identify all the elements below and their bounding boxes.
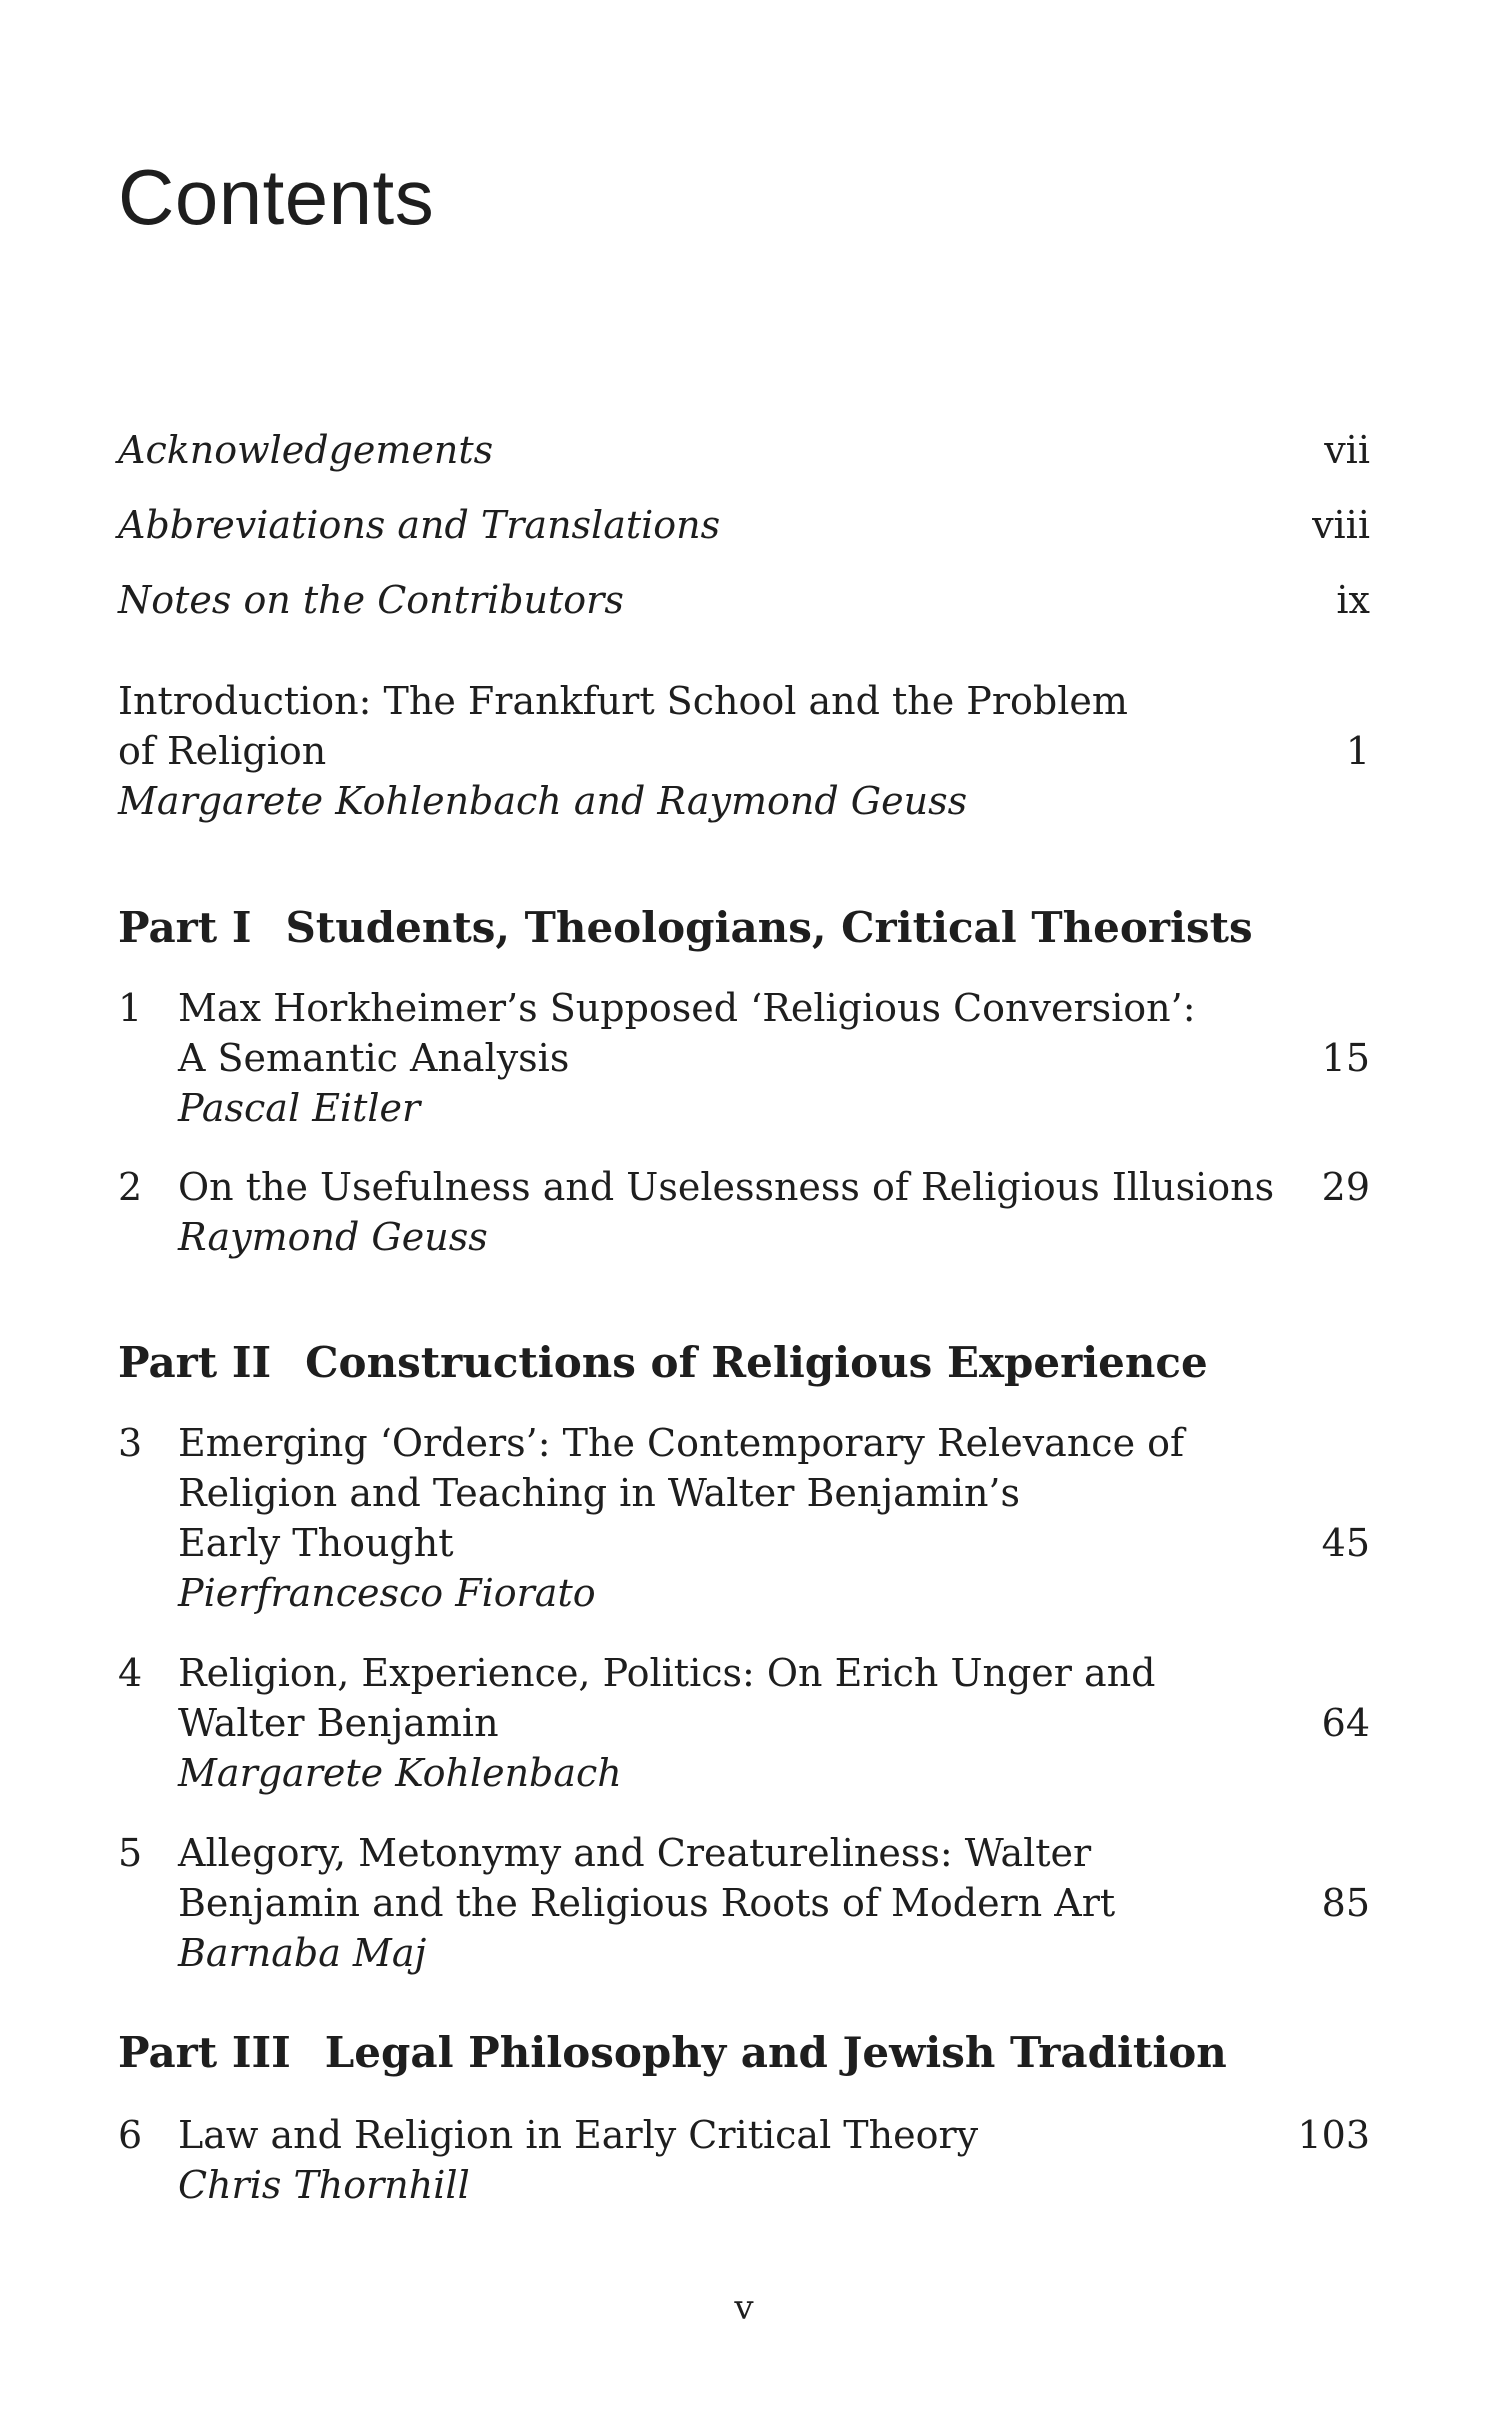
entry-title: Abbreviations and Translations (118, 503, 721, 547)
chapter-number: 4 (118, 1651, 143, 1695)
entry-page-number: 15 (1321, 1036, 1370, 1080)
entry-title: Acknowledgements (118, 428, 494, 472)
part-heading-3 (118, 2028, 1227, 2078)
part-label: Part III (118, 2028, 291, 2077)
chapter-number: 1 (118, 986, 143, 1030)
toc-entry-chapter-1[interactable] (118, 983, 1370, 1133)
part-title: Constructions of Religious Experience (305, 1338, 1208, 1387)
entry-page-number: 45 (1321, 1521, 1370, 1565)
entry-page-number: 64 (1321, 1701, 1370, 1745)
entry-page-number: 85 (1321, 1881, 1370, 1925)
entry-title-line: Walter Benjamin (178, 1701, 499, 1745)
entry-title-line: Max Horkheimer’s Supposed ‘Religious Conversion’: (178, 986, 1196, 1030)
entry-author: Raymond Geuss (178, 1215, 488, 1259)
page-folio: v (734, 2288, 754, 2328)
toc-entry-chapter-3[interactable] (118, 1418, 1370, 1618)
toc-entry-introduction[interactable] (118, 676, 1370, 826)
entry-title-line: of Religion (118, 729, 327, 773)
entry-title-line: Early Thought (178, 1521, 454, 1565)
part-title: Students, Theologians, Critical Theorists (285, 903, 1253, 952)
entry-author: Pierfrancesco Fiorato (178, 1571, 596, 1615)
entry-author: Pascal Eitler (178, 1086, 421, 1130)
part-title: Legal Philosophy and Jewish Tradition (324, 2028, 1227, 2077)
toc-entry-chapter-2[interactable] (118, 1162, 1370, 1262)
part-label: Part I (118, 903, 252, 952)
entry-title-line: Benjamin and the Religious Roots of Modern Art (178, 1881, 1116, 1925)
chapter-number: 6 (118, 2113, 143, 2157)
toc-entry-chapter-4[interactable] (118, 1648, 1370, 1798)
entry-title-line: Religion, Experience, Politics: On Erich Unger and (178, 1651, 1156, 1695)
part-heading-2 (118, 1338, 1208, 1388)
entry-page-number: ix (1336, 578, 1370, 622)
toc-entry-abbreviations[interactable] (118, 500, 1370, 550)
entry-title-line: Emerging ‘Orders’: The Contemporary Relevance of (178, 1421, 1185, 1465)
entry-title: Notes on the Contributors (118, 578, 624, 622)
entry-author: Chris Thornhill (178, 2163, 470, 2207)
chapter-number: 3 (118, 1421, 143, 1465)
entry-title-line: On the Usefulness and Uselessness of Religious Illusions (178, 1165, 1275, 1209)
entry-author: Margarete Kohlenbach and Raymond Geuss (118, 779, 968, 823)
entry-page-number: 103 (1297, 2113, 1370, 2157)
entry-title-line: Allegory, Metonymy and Creatureliness: Walter (178, 1831, 1092, 1875)
entry-author: Margarete Kohlenbach (178, 1751, 622, 1795)
toc-entry-chapter-6[interactable] (118, 2110, 1370, 2210)
page-title: Contents (118, 153, 435, 241)
toc-entry-contributors[interactable] (118, 575, 1370, 625)
chapter-number: 2 (118, 1165, 143, 1209)
entry-title-line: Law and Religion in Early Critical Theory (178, 2113, 979, 2157)
entry-author: Barnaba Maj (178, 1931, 427, 1975)
entry-title-line: Introduction: The Frankfurt School and the Problem (118, 679, 1128, 723)
entry-page-number: 29 (1321, 1165, 1370, 1209)
chapter-number: 5 (118, 1831, 143, 1875)
toc-entry-chapter-5[interactable] (118, 1828, 1370, 1978)
part-label: Part II (118, 1338, 272, 1387)
entry-title-line: A Semantic Analysis (178, 1036, 570, 1080)
toc-entry-acknowledgements[interactable] (118, 425, 1370, 475)
entry-title-line: Religion and Teaching in Walter Benjamin’s (178, 1471, 1021, 1515)
entry-page-number: viii (1312, 503, 1370, 547)
entry-page-number: vii (1324, 428, 1370, 472)
part-heading-1 (118, 903, 1253, 953)
entry-page-number: 1 (1345, 729, 1370, 773)
